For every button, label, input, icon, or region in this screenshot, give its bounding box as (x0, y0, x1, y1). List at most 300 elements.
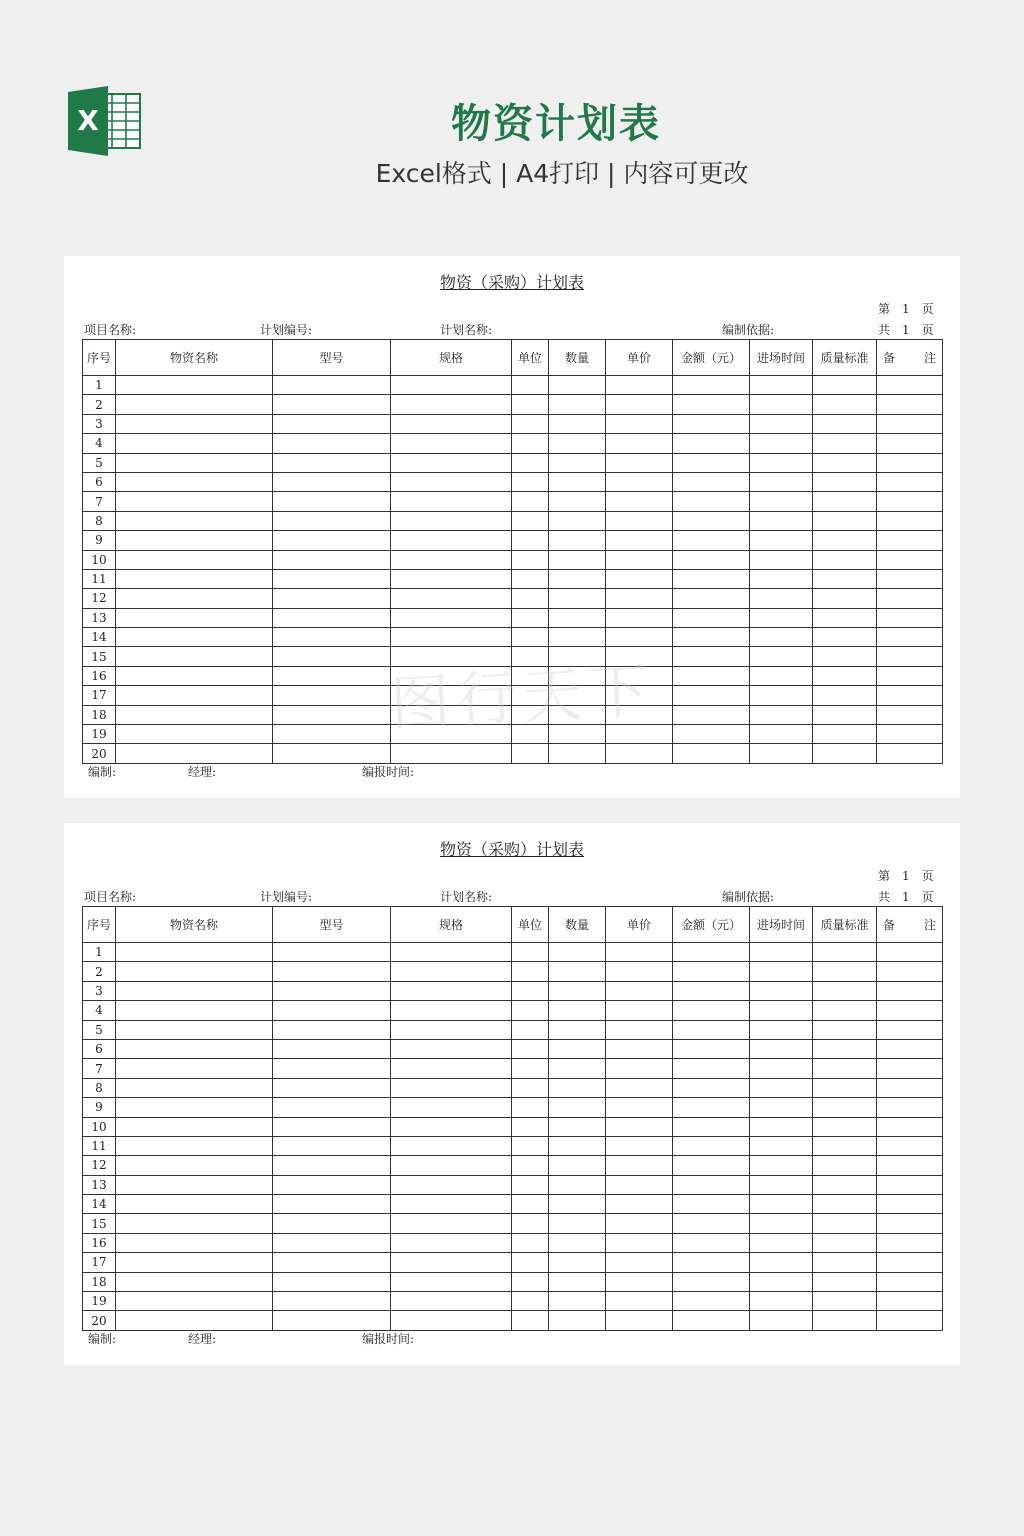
table-cell[interactable] (606, 1195, 673, 1214)
table-cell[interactable] (813, 1098, 877, 1117)
table-cell[interactable] (273, 1253, 391, 1272)
table-cell[interactable] (673, 608, 750, 627)
table-cell[interactable] (273, 1078, 391, 1097)
table-cell[interactable] (391, 1156, 512, 1175)
table-cell[interactable] (750, 511, 813, 530)
table-cell[interactable] (877, 550, 943, 569)
table-cell[interactable] (273, 981, 391, 1000)
table-cell[interactable] (549, 492, 606, 511)
table-cell[interactable] (750, 434, 813, 453)
table-cell[interactable] (813, 395, 877, 414)
table-cell[interactable] (673, 1195, 750, 1214)
table-cell[interactable] (391, 1272, 512, 1291)
table-cell[interactable] (673, 1001, 750, 1020)
table-cell[interactable] (606, 1156, 673, 1175)
table-cell[interactable] (549, 531, 606, 550)
table-cell[interactable] (273, 1195, 391, 1214)
table-cell[interactable] (606, 686, 673, 705)
table-cell[interactable] (116, 1098, 273, 1117)
table-cell[interactable] (391, 628, 512, 647)
table-cell[interactable] (273, 725, 391, 744)
table-cell[interactable] (750, 589, 813, 608)
table-cell[interactable] (273, 1098, 391, 1117)
table-cell[interactable] (877, 492, 943, 511)
table-cell[interactable] (549, 589, 606, 608)
table-cell[interactable] (549, 1311, 606, 1330)
table-cell[interactable] (813, 962, 877, 981)
table-cell[interactable] (273, 472, 391, 491)
table-cell[interactable] (877, 628, 943, 647)
table-cell[interactable] (673, 395, 750, 414)
table-cell[interactable] (512, 962, 549, 981)
table-cell[interactable] (512, 1195, 549, 1214)
table-cell[interactable] (549, 1253, 606, 1272)
table-cell[interactable] (673, 1117, 750, 1136)
table-cell[interactable] (673, 1039, 750, 1058)
table-cell[interactable] (512, 414, 549, 433)
table-cell[interactable] (512, 1156, 549, 1175)
table-cell[interactable] (273, 705, 391, 724)
table-cell[interactable] (391, 705, 512, 724)
table-cell[interactable] (813, 376, 877, 395)
table-cell[interactable] (391, 1039, 512, 1058)
table-cell[interactable] (512, 569, 549, 588)
table-cell[interactable] (673, 647, 750, 666)
table-cell[interactable] (750, 1117, 813, 1136)
table-cell[interactable] (673, 376, 750, 395)
table-cell[interactable] (549, 1195, 606, 1214)
table-cell[interactable] (877, 705, 943, 724)
table-cell[interactable] (549, 647, 606, 666)
table-cell[interactable] (750, 1233, 813, 1252)
table-cell[interactable] (673, 1253, 750, 1272)
table-cell[interactable] (877, 453, 943, 472)
table-cell[interactable] (116, 453, 273, 472)
table-cell[interactable] (673, 705, 750, 724)
table-cell[interactable] (813, 550, 877, 569)
table-cell[interactable] (813, 1311, 877, 1330)
table-cell[interactable] (750, 1001, 813, 1020)
table-cell[interactable] (877, 608, 943, 627)
table-cell[interactable] (512, 647, 549, 666)
table-cell[interactable] (512, 550, 549, 569)
table-cell[interactable] (512, 1117, 549, 1136)
table-cell[interactable] (116, 589, 273, 608)
table-cell[interactable] (116, 395, 273, 414)
table-cell[interactable] (750, 1195, 813, 1214)
table-cell[interactable] (813, 647, 877, 666)
table-cell[interactable] (391, 981, 512, 1000)
table-cell[interactable] (273, 569, 391, 588)
table-cell[interactable] (813, 981, 877, 1000)
table-cell[interactable] (673, 1233, 750, 1252)
table-cell[interactable] (750, 1020, 813, 1039)
table-cell[interactable] (673, 569, 750, 588)
table-cell[interactable] (391, 1059, 512, 1078)
table-cell[interactable] (116, 1195, 273, 1214)
table-cell[interactable] (273, 1117, 391, 1136)
table-cell[interactable] (116, 414, 273, 433)
table-cell[interactable] (813, 1020, 877, 1039)
table-cell[interactable] (512, 376, 549, 395)
table-cell[interactable] (673, 1078, 750, 1097)
table-cell[interactable] (877, 414, 943, 433)
table-cell[interactable] (549, 1078, 606, 1097)
table-cell[interactable] (673, 1311, 750, 1330)
table-cell[interactable] (116, 628, 273, 647)
table-cell[interactable] (813, 1253, 877, 1272)
table-cell[interactable] (116, 1059, 273, 1078)
table-cell[interactable] (813, 1175, 877, 1194)
table-cell[interactable] (391, 666, 512, 685)
table-cell[interactable] (391, 1098, 512, 1117)
table-cell[interactable] (549, 1214, 606, 1233)
table-cell[interactable] (391, 962, 512, 981)
table-cell[interactable] (606, 981, 673, 1000)
table-cell[interactable] (813, 1117, 877, 1136)
table-cell[interactable] (606, 531, 673, 550)
table-cell[interactable] (273, 492, 391, 511)
table-cell[interactable] (877, 569, 943, 588)
table-cell[interactable] (750, 414, 813, 433)
table-cell[interactable] (606, 1253, 673, 1272)
table-cell[interactable] (813, 725, 877, 744)
table-cell[interactable] (116, 1214, 273, 1233)
table-cell[interactable] (116, 1156, 273, 1175)
table-cell[interactable] (391, 1136, 512, 1155)
table-cell[interactable] (273, 1039, 391, 1058)
table-cell[interactable] (813, 705, 877, 724)
table-cell[interactable] (673, 1272, 750, 1291)
table-cell[interactable] (673, 1098, 750, 1117)
table-cell[interactable] (391, 550, 512, 569)
table-cell[interactable] (116, 725, 273, 744)
table-cell[interactable] (512, 1098, 549, 1117)
table-cell[interactable] (606, 511, 673, 530)
table-cell[interactable] (512, 1039, 549, 1058)
table-cell[interactable] (606, 666, 673, 685)
table-cell[interactable] (606, 725, 673, 744)
table-cell[interactable] (391, 725, 512, 744)
table-cell[interactable] (512, 511, 549, 530)
table-cell[interactable] (391, 1292, 512, 1311)
table-cell[interactable] (877, 1292, 943, 1311)
table-cell[interactable] (673, 725, 750, 744)
table-cell[interactable] (116, 1175, 273, 1194)
table-cell[interactable] (606, 647, 673, 666)
table-cell[interactable] (549, 666, 606, 685)
table-cell[interactable] (549, 744, 606, 763)
table-cell[interactable] (673, 589, 750, 608)
table-cell[interactable] (116, 705, 273, 724)
table-cell[interactable] (606, 1001, 673, 1020)
table-cell[interactable] (273, 434, 391, 453)
table-cell[interactable] (391, 1214, 512, 1233)
table-cell[interactable] (116, 1001, 273, 1020)
table-cell[interactable] (750, 1175, 813, 1194)
table-cell[interactable] (606, 1117, 673, 1136)
table-cell[interactable] (391, 1117, 512, 1136)
table-cell[interactable] (750, 1039, 813, 1058)
table-cell[interactable] (877, 1039, 943, 1058)
table-cell[interactable] (273, 1272, 391, 1291)
table-cell[interactable] (877, 1214, 943, 1233)
table-cell[interactable] (273, 1020, 391, 1039)
table-cell[interactable] (273, 744, 391, 763)
table-cell[interactable] (549, 1098, 606, 1117)
table-cell[interactable] (877, 376, 943, 395)
table-cell[interactable] (273, 1175, 391, 1194)
table-cell[interactable] (606, 1098, 673, 1117)
table-cell[interactable] (877, 1156, 943, 1175)
table-cell[interactable] (750, 395, 813, 414)
table-cell[interactable] (606, 434, 673, 453)
table-cell[interactable] (877, 1233, 943, 1252)
table-cell[interactable] (606, 569, 673, 588)
table-cell[interactable] (606, 395, 673, 414)
table-cell[interactable] (877, 531, 943, 550)
table-cell[interactable] (549, 1039, 606, 1058)
table-cell[interactable] (813, 589, 877, 608)
table-cell[interactable] (391, 434, 512, 453)
table-cell[interactable] (273, 686, 391, 705)
table-cell[interactable] (549, 1020, 606, 1039)
table-cell[interactable] (116, 531, 273, 550)
table-cell[interactable] (813, 472, 877, 491)
table-cell[interactable] (813, 1039, 877, 1058)
table-cell[interactable] (673, 472, 750, 491)
table-cell[interactable] (877, 1078, 943, 1097)
table-cell[interactable] (391, 569, 512, 588)
table-cell[interactable] (606, 943, 673, 962)
table-cell[interactable] (813, 744, 877, 763)
table-cell[interactable] (813, 453, 877, 472)
table-cell[interactable] (877, 962, 943, 981)
table-cell[interactable] (116, 744, 273, 763)
table-cell[interactable] (606, 1214, 673, 1233)
table-cell[interactable] (606, 1059, 673, 1078)
table-cell[interactable] (813, 666, 877, 685)
table-cell[interactable] (391, 589, 512, 608)
table-cell[interactable] (116, 569, 273, 588)
table-cell[interactable] (813, 1001, 877, 1020)
table-cell[interactable] (877, 943, 943, 962)
table-cell[interactable] (549, 453, 606, 472)
table-cell[interactable] (273, 1214, 391, 1233)
table-cell[interactable] (273, 1059, 391, 1078)
table-cell[interactable] (750, 628, 813, 647)
table-cell[interactable] (813, 511, 877, 530)
table-cell[interactable] (813, 1059, 877, 1078)
table-cell[interactable] (116, 1253, 273, 1272)
table-cell[interactable] (750, 725, 813, 744)
table-cell[interactable] (673, 550, 750, 569)
table-cell[interactable] (750, 1272, 813, 1291)
table-cell[interactable] (549, 1156, 606, 1175)
table-cell[interactable] (813, 1195, 877, 1214)
table-cell[interactable] (606, 1175, 673, 1194)
table-cell[interactable] (673, 511, 750, 530)
table-cell[interactable] (512, 1175, 549, 1194)
table-cell[interactable] (512, 1136, 549, 1155)
table-cell[interactable] (391, 608, 512, 627)
table-cell[interactable] (750, 686, 813, 705)
table-cell[interactable] (512, 472, 549, 491)
table-cell[interactable] (750, 492, 813, 511)
table-cell[interactable] (273, 628, 391, 647)
table-cell[interactable] (877, 725, 943, 744)
table-cell[interactable] (673, 962, 750, 981)
table-cell[interactable] (273, 376, 391, 395)
table-cell[interactable] (877, 1001, 943, 1020)
table-cell[interactable] (606, 1136, 673, 1155)
table-cell[interactable] (549, 981, 606, 1000)
table-cell[interactable] (549, 608, 606, 627)
table-cell[interactable] (813, 1292, 877, 1311)
table-cell[interactable] (273, 1136, 391, 1155)
table-cell[interactable] (750, 453, 813, 472)
table-cell[interactable] (813, 1214, 877, 1233)
table-cell[interactable] (391, 395, 512, 414)
table-cell[interactable] (273, 511, 391, 530)
table-cell[interactable] (606, 1272, 673, 1291)
table-cell[interactable] (750, 666, 813, 685)
table-cell[interactable] (549, 1292, 606, 1311)
table-cell[interactable] (512, 943, 549, 962)
table-cell[interactable] (750, 705, 813, 724)
table-cell[interactable] (877, 1136, 943, 1155)
table-cell[interactable] (512, 395, 549, 414)
table-cell[interactable] (512, 686, 549, 705)
table-cell[interactable] (512, 1292, 549, 1311)
table-cell[interactable] (673, 414, 750, 433)
table-cell[interactable] (750, 531, 813, 550)
table-cell[interactable] (606, 1020, 673, 1039)
table-cell[interactable] (606, 414, 673, 433)
table-cell[interactable] (673, 1175, 750, 1194)
table-cell[interactable] (813, 1136, 877, 1155)
table-cell[interactable] (116, 647, 273, 666)
table-cell[interactable] (549, 395, 606, 414)
table-cell[interactable] (606, 1292, 673, 1311)
table-cell[interactable] (877, 744, 943, 763)
table-cell[interactable] (877, 666, 943, 685)
table-cell[interactable] (877, 434, 943, 453)
table-cell[interactable] (673, 1214, 750, 1233)
table-cell[interactable] (391, 1233, 512, 1252)
table-cell[interactable] (750, 1292, 813, 1311)
table-cell[interactable] (750, 1136, 813, 1155)
table-cell[interactable] (549, 550, 606, 569)
table-cell[interactable] (606, 1233, 673, 1252)
table-cell[interactable] (512, 492, 549, 511)
table-cell[interactable] (391, 1001, 512, 1020)
table-cell[interactable] (391, 686, 512, 705)
table-cell[interactable] (116, 434, 273, 453)
table-cell[interactable] (391, 647, 512, 666)
table-cell[interactable] (116, 981, 273, 1000)
table-cell[interactable] (512, 434, 549, 453)
table-cell[interactable] (606, 744, 673, 763)
table-cell[interactable] (512, 1311, 549, 1330)
table-cell[interactable] (750, 744, 813, 763)
table-cell[interactable] (750, 962, 813, 981)
table-cell[interactable] (673, 1136, 750, 1155)
table-cell[interactable] (391, 511, 512, 530)
table-cell[interactable] (750, 1253, 813, 1272)
table-cell[interactable] (391, 414, 512, 433)
table-cell[interactable] (673, 686, 750, 705)
table-cell[interactable] (273, 550, 391, 569)
table-cell[interactable] (877, 1253, 943, 1272)
table-cell[interactable] (606, 1078, 673, 1097)
table-cell[interactable] (673, 531, 750, 550)
table-cell[interactable] (116, 511, 273, 530)
table-cell[interactable] (750, 376, 813, 395)
table-cell[interactable] (877, 511, 943, 530)
table-cell[interactable] (512, 1078, 549, 1097)
table-cell[interactable] (273, 1156, 391, 1175)
table-cell[interactable] (391, 943, 512, 962)
table-cell[interactable] (673, 744, 750, 763)
table-cell[interactable] (877, 589, 943, 608)
table-cell[interactable] (273, 531, 391, 550)
table-cell[interactable] (273, 453, 391, 472)
table-cell[interactable] (750, 1059, 813, 1078)
table-cell[interactable] (512, 628, 549, 647)
table-cell[interactable] (512, 589, 549, 608)
table-cell[interactable] (750, 472, 813, 491)
table-cell[interactable] (116, 1078, 273, 1097)
table-cell[interactable] (116, 943, 273, 962)
table-cell[interactable] (116, 666, 273, 685)
table-cell[interactable] (877, 1117, 943, 1136)
table-cell[interactable] (813, 492, 877, 511)
table-cell[interactable] (116, 1020, 273, 1039)
table-cell[interactable] (877, 472, 943, 491)
table-cell[interactable] (606, 589, 673, 608)
table-cell[interactable] (673, 1059, 750, 1078)
table-cell[interactable] (549, 943, 606, 962)
table-cell[interactable] (116, 376, 273, 395)
table-cell[interactable] (116, 1272, 273, 1291)
table-cell[interactable] (813, 628, 877, 647)
table-cell[interactable] (813, 414, 877, 433)
table-cell[interactable] (512, 453, 549, 472)
table-cell[interactable] (549, 511, 606, 530)
table-cell[interactable] (673, 1292, 750, 1311)
table-cell[interactable] (512, 1233, 549, 1252)
table-cell[interactable] (512, 744, 549, 763)
table-cell[interactable] (549, 686, 606, 705)
table-cell[interactable] (813, 1272, 877, 1291)
table-cell[interactable] (391, 1175, 512, 1194)
table-cell[interactable] (391, 1311, 512, 1330)
table-cell[interactable] (606, 628, 673, 647)
table-cell[interactable] (273, 647, 391, 666)
table-cell[interactable] (877, 1195, 943, 1214)
table-cell[interactable] (391, 1195, 512, 1214)
table-cell[interactable] (549, 1272, 606, 1291)
table-cell[interactable] (750, 1078, 813, 1097)
table-cell[interactable] (750, 569, 813, 588)
table-cell[interactable] (877, 647, 943, 666)
table-cell[interactable] (273, 395, 391, 414)
table-cell[interactable] (391, 492, 512, 511)
table-cell[interactable] (673, 492, 750, 511)
table-cell[interactable] (877, 1272, 943, 1291)
table-cell[interactable] (549, 962, 606, 981)
